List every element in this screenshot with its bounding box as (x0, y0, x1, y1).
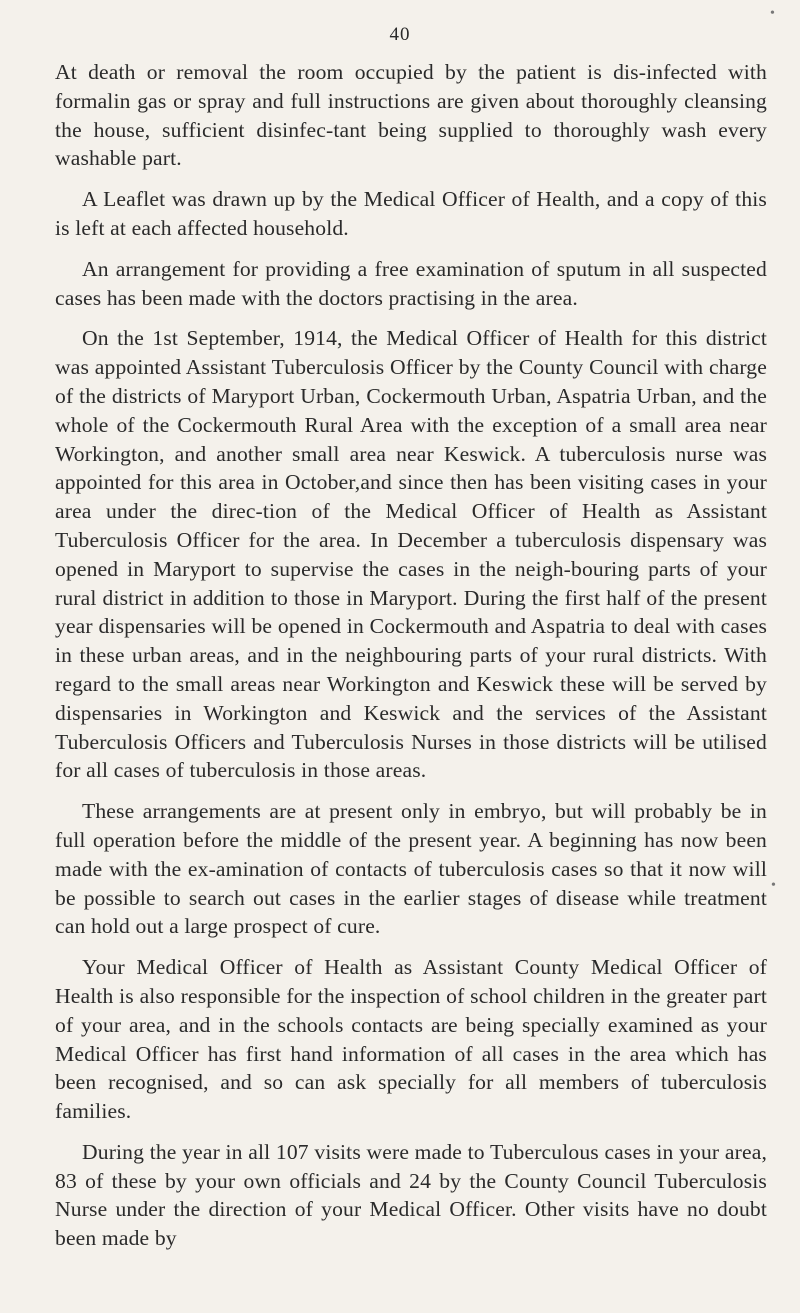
paragraph-disinfection: At death or removal the room occupied by the patient is dis-infected with formalin gas or spray and full instructions are given about thoroughly cleansing the house, sufficient disinfec-tant being supplied to thoroughly wash every washable part. (55, 60, 767, 171)
paragraph-sputum-examination: An arrangement for providing a free examination of sputum in all suspected cases has been made with the doctors practising in the area. (55, 256, 767, 310)
stray-mark-side: • (771, 878, 776, 893)
paragraph-arrangements: These arrangements are at present only in embryo, but will probably be in full operation before the middle of the present year. A beginning has now been made with the ex-amination of contacts of tuberculosis cases so that it now will be possible to search out cases in the earlier stages of disease while treatment can hold out a large prospect of cure. (55, 799, 767, 939)
paragraph-leaflet: A Leaflet was drawn up by the Medical Officer of Health, and a copy of this is left at each affected household. (55, 187, 767, 240)
page-number: 40 (389, 24, 411, 45)
page-body (55, 58, 767, 1265)
paragraph-visits: During the year in all 107 visits were made to Tuberculous cases in your area, 83 of these by your own officials and 24 by the County Council Tuberculosis Nurse under the direction of your Medical Officer. Other visits have no doubt been made by (55, 1139, 767, 1251)
paragraph-school-inspection: Your Medical Officer of Health as Assistant County Medical Officer of Health is also responsible for the inspection of school children in the greater part of your area, and in the schools contacts are being specially examined as your Medical Officer has first hand information of all cases in the area which has been recognised, and so can ask specially for all members of tuberculosis families. (55, 955, 767, 1124)
stray-mark-top: • (770, 6, 775, 21)
paragraph-tuberculosis-officer: On the 1st September, 1914, the Medical Officer of Health for this district was appointed Assistant Tuberculosis Officer by the County Council with charge of the districts of Maryport Urban, Cockermouth Urban, Aspatria Urban, and the whole of the Cockermouth Rural Area with the exception of a small area near Workington, and another small area near Keswick. A tuberculosis nurse was appointed for this area in October,and since then has been visiting cases in your area under the direc-tion of the Medical Officer of Health as Assistant Tuberculosis Officer for the area. In December a tuberculosis dispensary was opened in Maryport to supervise the cases in the neigh-bouring parts of your rural district in addition to those in Maryport. During the first half of the present year dispensaries will be opened in Cockermouth and Aspatria to deal with cases in these urban areas, and in the neighbouring parts of your rural districts. With regard to the small areas near Workington and Keswick these will be served by dispensaries in Workington and Keswick and the services of the Assistant Tuberculosis Officers and Tuberculosis Nurses in those districts will be utilised for all cases of tuberculosis in those areas. (55, 326, 767, 783)
